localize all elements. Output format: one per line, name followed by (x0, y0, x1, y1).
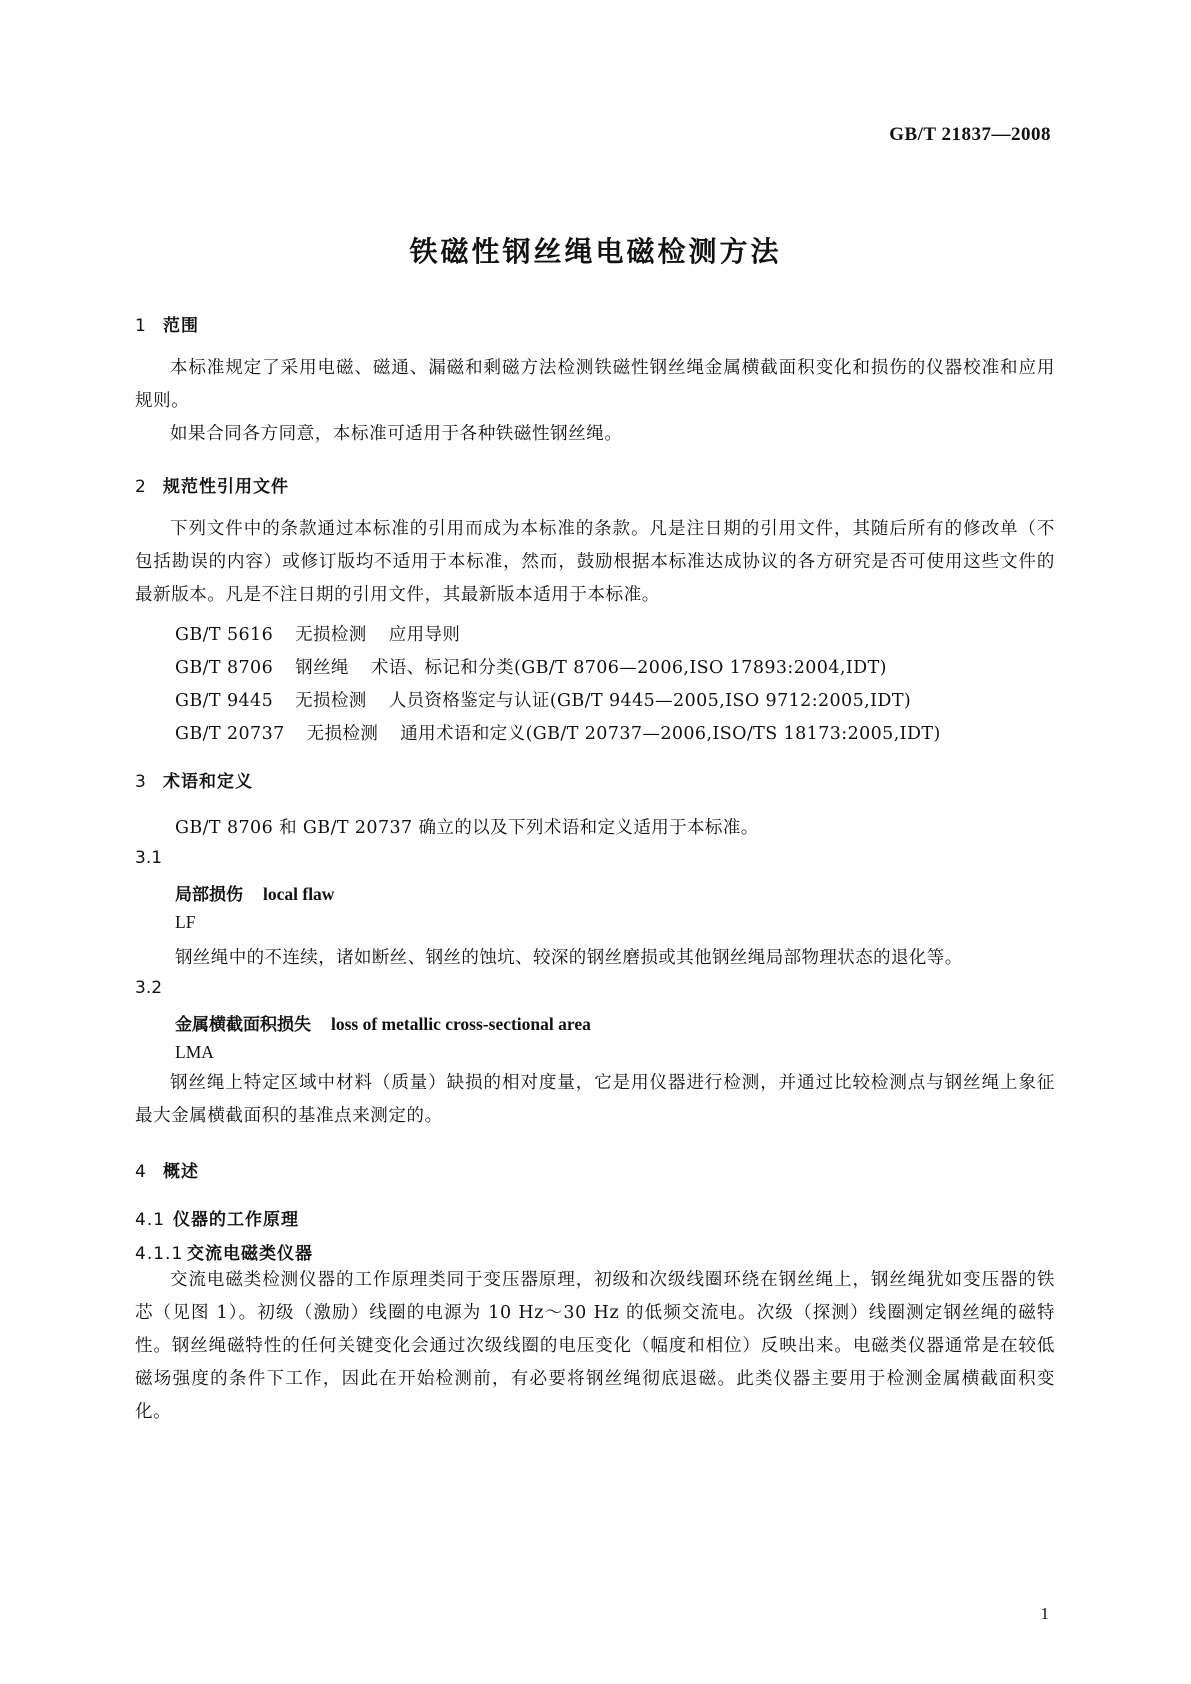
reference-title: 无损检测 (295, 625, 367, 645)
reference-code: GB/T 8706 (175, 658, 274, 678)
reference-item (175, 720, 941, 745)
term-definition: 钢丝绳中的不连续，诸如断丝、钢丝的蚀坑、较深的钢丝磨损或其他钢丝绳局部物理状态的退化等。 (175, 948, 963, 968)
reference-subtitle: 应用导则 (388, 625, 461, 645)
section-title: 概述 (163, 1162, 199, 1182)
page-number: 1 (1040, 1604, 1049, 1623)
standard-number: GB/T 21837—2008 (889, 124, 1051, 145)
section-1-paragraph-1: 本标准规定了采用电磁、磁通、漏磁和剩磁方法检测铁磁性钢丝绳金属横截面积变化和损伤的仪器校准和应用规则。 (135, 358, 1055, 411)
subsection-title: 交流电磁类仪器 (187, 1244, 313, 1264)
section-3-heading (135, 767, 253, 792)
subsection-number: 4.1.1 (135, 1244, 184, 1264)
reference-item (175, 621, 460, 646)
reference-item (175, 687, 911, 712)
reference-title: 钢丝绳 (295, 658, 349, 678)
subsection-4-1-1-heading (135, 1239, 313, 1264)
reference-item (175, 654, 887, 679)
section-2-heading (135, 472, 289, 497)
reference-code: GB/T 5616 (175, 625, 274, 645)
term-abbreviation: LMA (175, 1042, 214, 1062)
reference-code: GB/T 9445 (175, 691, 274, 711)
document-title: 铁磁性钢丝绳电磁检测方法 (409, 235, 782, 268)
subsection-4-1-heading (135, 1205, 299, 1230)
section-3-intro: GB/T 8706 和 GB/T 20737 确立的以及下列术语和定义适用于本标准。 (175, 818, 759, 838)
reference-title: 无损检测 (295, 691, 367, 711)
term-en: loss of metallic cross-sectional area (331, 1014, 591, 1034)
section-title: 规范性引用文件 (163, 477, 289, 497)
clause-number: 3.1 (135, 848, 163, 868)
term-en: local flaw (263, 884, 335, 904)
subsection-title: 仪器的工作原理 (173, 1210, 299, 1230)
section-1-paragraph-2: 如果合同各方同意，本标准可适用于各种铁磁性钢丝绳。 (170, 424, 623, 444)
term-heading (175, 880, 334, 905)
section-1-heading (135, 311, 199, 336)
section-title: 术语和定义 (163, 772, 253, 792)
reference-title: 无损检测 (306, 724, 379, 744)
section-number: 2 (135, 477, 147, 497)
clause-number: 3.2 (135, 978, 163, 998)
term-abbreviation: LF (175, 912, 196, 932)
section-2-paragraph-1: 下列文件中的条款通过本标准的引用而成为本标准的条款。凡是注日期的引用文件，其随后所有的修改单（不包括勘误的内容）或修订版均不适用于本标准，然而，鼓励根据本标准达成协议的各方研究是否可使用这些文件的最新版本。凡是不注日期的引用文件，其最新版本适用于本标准。 (135, 519, 1055, 605)
term-definition: 钢丝绳上特定区域中材料（质量）缺损的相对度量，它是用仪器进行检测，并通过比较检测点与钢丝绳上象征最大金属横截面积的基准点来测定的。 (135, 1073, 1055, 1126)
reference-subtitle: 人员资格鉴定与认证(GB/T 9445—2005,ISO 9712:2005,IDT) (388, 691, 912, 711)
term-zh: 局部损伤 (175, 885, 243, 905)
subsection-4-1-1-paragraph: 交流电磁类检测仪器的工作原理类同于变压器原理，初级和次级线圈环绕在钢丝绳上，钢丝绳犹如变压器的铁芯（见图 1）。初级（激励）线圈的电源为 10 Hz～30 Hz 的低频交流电。次级（探测）线圈测定钢丝绳的磁特性。钢丝绳磁特性的任何关键变化会通过次级线圈的电压变化（幅度和相位）反映出来。电磁类仪器通常是在较低磁场强度的条件下工作，因此在开始检测前，有必要将钢丝绳彻底退磁。此类仪器主要用于检测金属横截面积变化。 (135, 1270, 1055, 1422)
reference-subtitle: 通用术语和定义(GB/T 20737—2006,ISO/TS 18173:2005,IDT) (400, 724, 941, 744)
section-number: 4 (135, 1162, 147, 1182)
subsection-number: 4.1 (135, 1210, 166, 1230)
section-title: 范围 (163, 316, 199, 336)
section-4-heading (135, 1157, 199, 1182)
reference-code: GB/T 20737 (175, 724, 285, 744)
section-number: 3 (135, 772, 147, 792)
term-zh: 金属横截面积损失 (175, 1015, 311, 1035)
reference-subtitle: 术语、标记和分类(GB/T 8706—2006,ISO 17893:2004,IDT) (370, 658, 887, 678)
section-number: 1 (135, 316, 147, 336)
term-heading (175, 1010, 591, 1035)
